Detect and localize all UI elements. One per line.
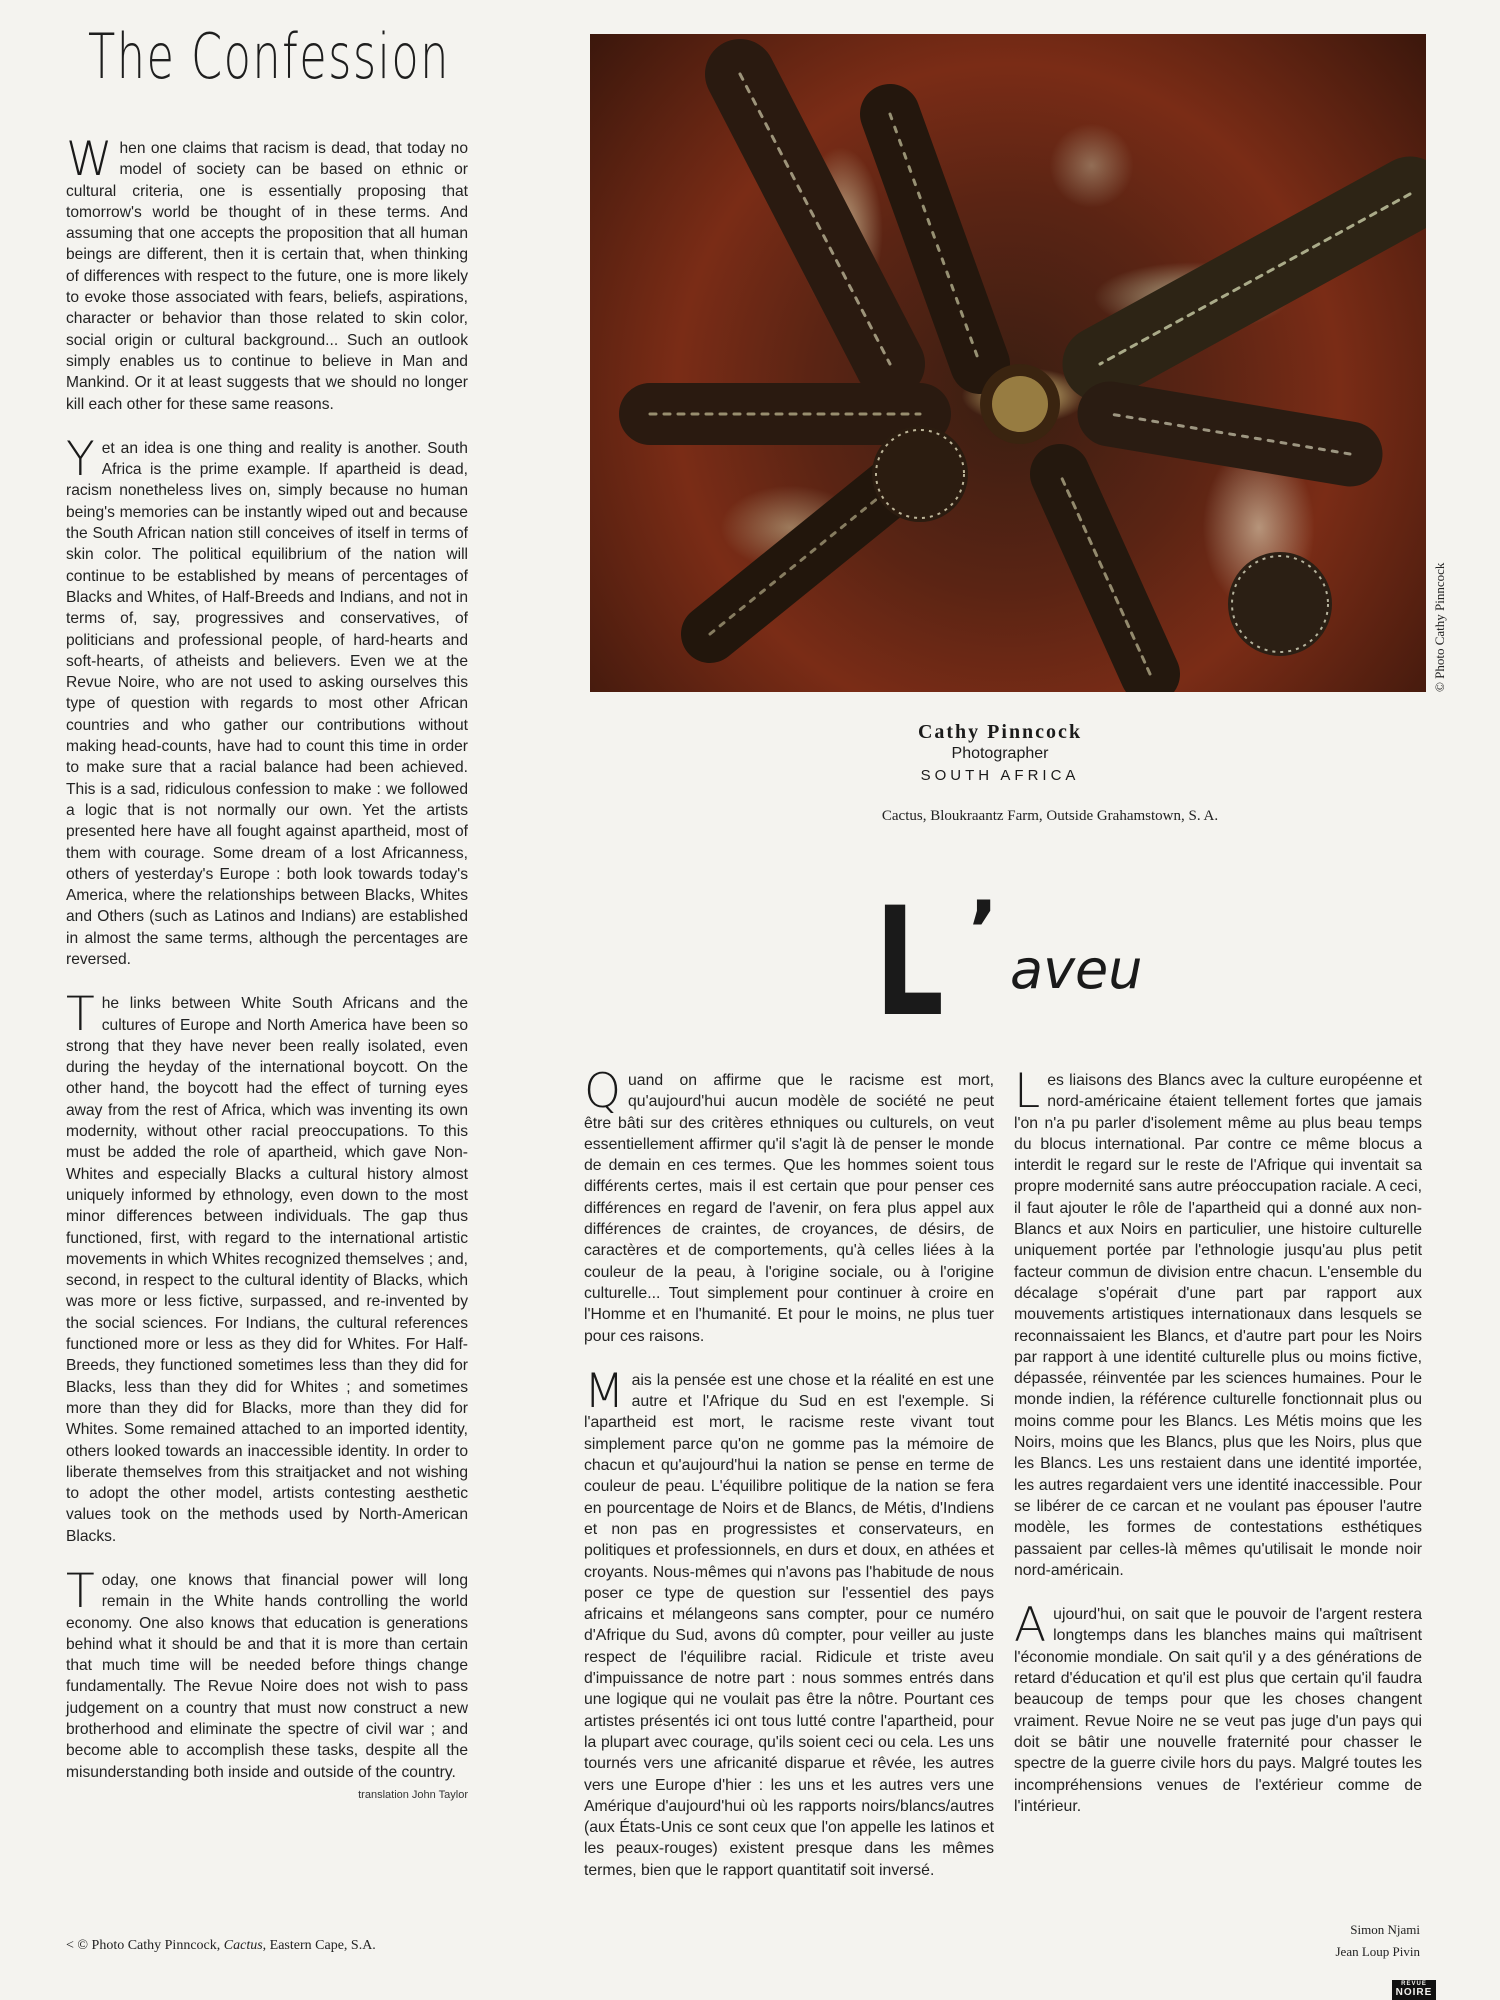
paragraph-text: uand on affirme que le racisme est mort, qu'aujourd'hui aucun modèle de société ne peut être bâti sur des critères ethniques ou culturels, on veut essentiellement affirmer qu'il s'agit là de penser le monde de demain en ces termes. Que les hommes soient tous différents certes, mais il est certain que pour penser ces différences en regard de l'avenir, on fera plus appel aux différences de craintes, de croyances, de désirs, de caractères et de comportements, qu'à celles liées à la couleur de la peau, à l'origine sociale, ou à l'origine culturelle... Tout simplement pour continuer à croire en l'Homme et en l'humanité. Et pour le moins, ne plus tuer pour ces raisons. — [584, 1072, 994, 1345]
en-paragraph-2 — [66, 431, 468, 970]
french-title-letter: L — [875, 876, 944, 1050]
bottom-photo-credit — [66, 1938, 376, 1954]
revue-noire-logo — [1392, 1980, 1436, 2000]
english-article — [66, 132, 468, 1802]
en-paragraph-4 — [66, 1564, 468, 1783]
french-article-right — [1014, 1064, 1422, 1840]
english-title: The Confession — [88, 20, 450, 93]
paragraph-text: ais la pensée est une chose et la réalité en est une autre et l'Afrique du Sud en est l'exemple. Si l'apartheid est mort, le racisme reste vivant tout simplement parce qu'on ne gomme pas la mémoire de chacun et qu'aujourd'hui la nation se pense en terme de couleur de peau. L'équilibre politique de la nation se fera en pourcentage de Noirs et de Blancs, de Métis, d'Indiens et non pas en progressistes et conservateurs, en politiques et professionnels, en durs et doux, en athées et croyants. Nous-mêmes qui n'avons pas l'habitude de nous poser ce type de question sur l'essentiel des pays africains et mélangeons sans compter, pour ce numéro d'Afrique du Sud, avons dû compter, pour veiller au juste respect de l'équilibre racial. Ridicule et triste aveu d'impuissance de notre part : nous sommes entrés dans une logique qui ne voulait pas être la nôtre. Pourtant ces artistes présentés ici ont tous lutté contre l'apartheid, pour la plupart avec courage, qu'ils soient ceci ou cela. Les uns tournés vers une africanité disparue et rêvée, les autres vers une Europe d'hier : les uns et les autres vers une Amérique d'aujourd'hui où les rapports noirs/blancs/autres (aux États-Unis ce sont ceux que l'on appelle les latinos et les peaux-rouges) existent presque dans les mêmes termes, bien que le rapport quantitatif soit inversé. — [584, 1371, 994, 1879]
french-article-left — [584, 1064, 994, 1904]
logo-bottom-text: NOIRE — [1395, 1987, 1433, 1998]
paragraph-text: ujourd'hui, on sait que le pouvoir de l'argent restera longtemps dans les blanches mains qui maîtrisent l'économie mondiale. On sait qu'il y a des générations de retard d'éducation et qu'il est plus que certain qu'il faudra beaucoup de temps pour que les choses changent vraiment. Revue Noire ne se veut pas juge d'un pays qui doit se bâtir une nouvelle fraternité pour chasser le spectre de la guerre civile hors du pays. Malgré toutes les incompréhensions venues de l'extérieur comme de l'intérieur. — [1014, 1606, 1422, 1815]
en-paragraph-1 — [66, 132, 468, 415]
fr-paragraph-3 — [1014, 1064, 1422, 1581]
photographer-role: Photographer — [951, 745, 1049, 762]
en-paragraph-3 — [66, 987, 468, 1547]
drop-cap: Q — [584, 1064, 621, 1119]
drop-cap: T — [66, 1564, 95, 1619]
signature-simon-njami: Simon Njami — [1350, 1922, 1420, 1937]
drop-cap: A — [1014, 1598, 1047, 1654]
paragraph-text: hen one claims that racism is dead, that today no model of society can be based on ethnic or cultural criteria, one is essentially proposing that tomorrow's world be thought of in these terms. And assuming that one accepts the proposition that all human beings are different, then it is certain that, when thinking of differences with respect to the future, one is more likely to evoke those associated with fears, beliefs, aspirations, character or behavior than those related to skin color, social origin or cultural background... Such an outlook simply enables us to continue to believe in Man and Mankind. Or it at least suggests that we should no longer kill each other for these same reasons. — [66, 140, 468, 413]
photographer-name: Cathy Pinncock — [917, 721, 1083, 743]
signature-jean-loup-pivin: Jean Loup Pivin — [1335, 1944, 1420, 1959]
credit-italic: Cactus — [223, 1938, 263, 1953]
french-title-word: aveu — [1010, 938, 1143, 1001]
drop-cap: L — [1014, 1064, 1041, 1119]
fr-paragraph-1 — [584, 1064, 994, 1347]
paragraph-text: oday, one knows that financial power will long remain in the White hands controlling the world economy. One also knows that education is generations behind what it should be and that it is more than certain that much time will be needed before things change fundamentally. The Revue Noire does not wish to pass judgement on a country that must now construct a new brotherhood and eliminate the spectre of civil war ; and become able to accomplish these tasks, despite all the misunderstanding both inside and outside of the country. — [66, 1572, 468, 1781]
fr-paragraph-4 — [1014, 1598, 1422, 1817]
paragraph-text: es liaisons des Blancs avec la culture européenne et nord-américaine étaient tellement fortes que jamais l'on n'a pu parler d'isolement même au plus beau temps du blocus international. Par contre ce même blocus a interdit le regard sur le reste de l'Afrique qui inventait sa propre modernité sans autre préoccupation raciale. A ceci, il faut ajouter le rôle de l'apartheid qui a donné aux non-Blancs et aux Noirs en particulier, une histoire culturelle uniquement portée par l'ethnologie jusqu'au plus petit facteur commun de division entre chacun. L'ensemble du décalage s'opérait d'une part par rapport aux mouvements artistiques internationaux dans lesquels se reconnaissaient les Blancs, et d'autre part pour les Noirs par rapport à une identité culturelle plus ou moins fictive, dépassée, réinventée par les sciences humaines. Pour le monde indien, la référence culturelle fonctionnait plus ou moins comme pour les Blancs. Les Métis moins que les Noirs, moins que les Blancs, plus que les Noirs, plus que les Blancs. Les uns restaient dans une identité importée, les autres regardaient vers une identité inaccessible. Pour se libérer de ce carcan et ne voulant pas épouser l'autre modèle, les formes de contestations esthétiques passaient par celles-là mêmes qu'utilisait le monde noir nord-américain. — [1014, 1072, 1422, 1579]
cactus-photograph — [590, 34, 1426, 692]
photographer-country: SOUTH AFRICA — [920, 767, 1080, 784]
paragraph-text: he links between White South Africans and the cultures of Europe and North America have been so strong that they have never been really isolated, even during the heyday of the international boycott. On the other hand, the boycott had the effect of turning eyes away from the rest of Africa, which was inventing its own modernity, without other racial preoccupations. To this must be added the role of apartheid, which gave Non-Whites and especially Blacks a cultural history almost uniquely informed by ethnology, even down to the most minor differences between individuals. The gap thus functioned, first, with regard to the international artistic movements in which Whites recognized themselves ; and, second, in respect to the cultural identity of Blacks, which was more or less fictive, surpassed, and re-invented by the social sciences. For Indians, the cultural references functioned more or less as they did for Whites. For Half-Breeds, they functioned sometimes less than they did for Blacks, less than they did for Whites ; and sometimes more than they did for Blacks, more than they did for Whites. Some remained attached to an imported identity, others looked towards an inaccessible identity. In order to liberate themselves from this straitjacket and not wishing to adopt the other model, artists contesting aesthetic values took on the methods used by North-American Blacks. — [66, 995, 468, 1545]
drop-cap: T — [66, 987, 95, 1043]
photo-caption: Cactus, Bloukraantz Farm, Outside Grahamstown, S. A. — [881, 808, 1219, 824]
drop-cap: Y — [66, 431, 95, 487]
drop-cap: M — [584, 1363, 625, 1419]
drop-cap: W — [66, 132, 113, 187]
translation-credit: translation John Taylor — [358, 1788, 468, 1801]
fr-paragraph-2 — [584, 1363, 994, 1881]
credit-suffix: , Eastern Cape, S.A. — [262, 1938, 376, 1953]
credit-prefix: < © Photo Cathy Pinncock, — [66, 1938, 224, 1953]
cactus-illustration — [590, 34, 1426, 692]
photo-vertical-credit: © Photo Cathy Pinncock — [1432, 562, 1447, 692]
logo-top-text: REVUE — [1401, 1981, 1427, 1987]
paragraph-text: et an idea is one thing and reality is another. South Africa is the prime example. If apartheid is dead, racism nonetheless lives on, simply because no human being's memories can be instantly wiped out and because the South African nation still conceives of itself in terms of skin color. The political equilibrium of the nation will continue to be established by means of percentages of Blacks and Whites, of Half-Breeds and Indians, and not in terms of, say, progressives and conservatives, of politicians and professional people, of hard-hearts and soft-hearts, of atheists and believers. Even we at the Revue Noire, who are not used to asking ourselves this type of question with regards to most other African countries and who gather our contributions without making head-counts, have had to count this time in order to make sure that a racial balance had been achieved. This is a sad, ridiculous confession to make : we followed a logic that is not normally our own. Yet the artists presented here have all fought against apartheid, most of them with courage. Some dream of a lost Africanness, others of yesterday's Europe : both look towards today's America, where the relationships between Blacks, Whites and Others (such as Latinos and Indians) are established in almost the same terms, although the percentages are reversed. — [66, 439, 468, 968]
french-title-apostrophe: ’ — [968, 884, 999, 977]
